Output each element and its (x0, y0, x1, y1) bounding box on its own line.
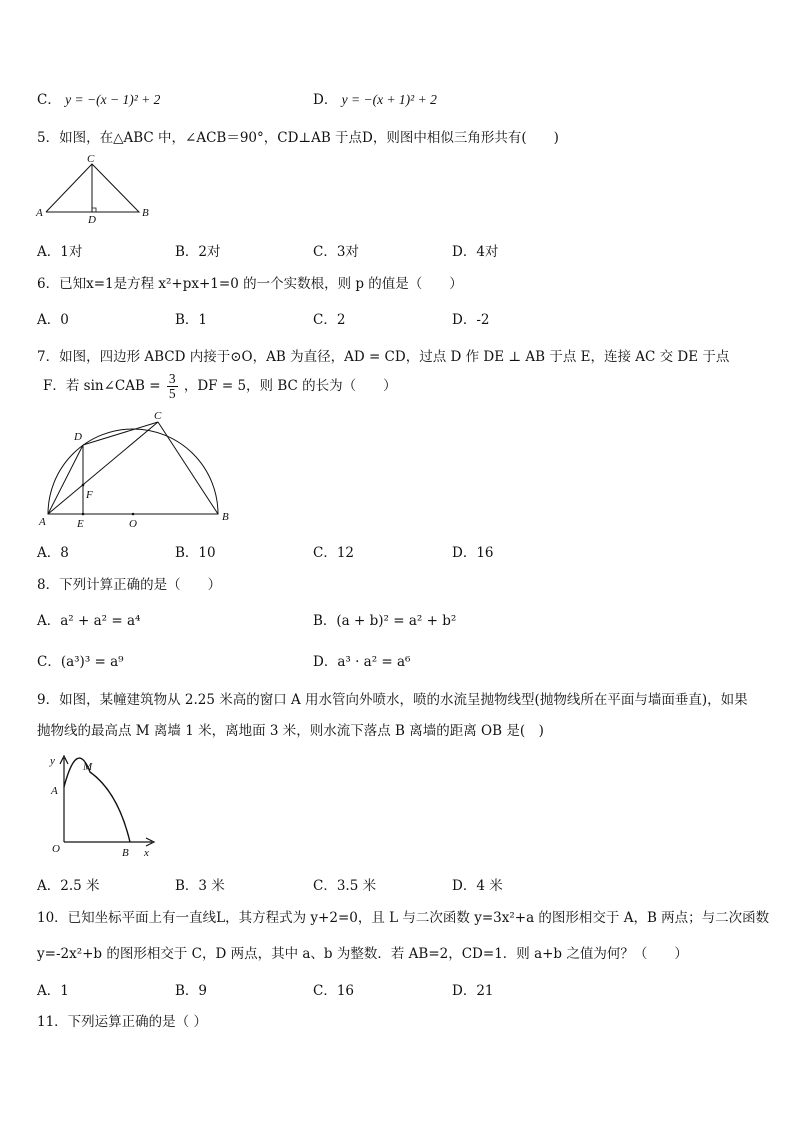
q5-option-d: D．4对 (452, 244, 499, 260)
q7-fraction-numerator: 3 (168, 371, 176, 386)
q7-option-c: C．12 (313, 545, 355, 561)
q8-stem: 8．下列计算正确的是（ ） (37, 577, 222, 593)
q7-stem-line2 (43, 372, 397, 401)
q4-option-c-math: y = −(x − 1)² + 2 (65, 92, 161, 107)
q7-semicircle-figure (36, 410, 236, 530)
q5-stem: 5．如图，在△ABC 中，∠ACB＝90°，CD⊥AB 于点D，则图中相似三角形共有( ) (37, 130, 559, 146)
q7-stem-line2-b: ，DF = 5，则 BC 的长为（ ） (183, 378, 397, 394)
q8-option-b: B．(a + b)² = a² + b² (313, 613, 457, 629)
q6-option-d: D．-2 (452, 312, 490, 328)
q9-label-o: O (52, 843, 60, 855)
q7-label-c: C (154, 410, 162, 422)
q10-option-d: D．21 (452, 983, 494, 999)
q4-option-d-math: y = −(x + 1)² + 2 (341, 92, 437, 107)
q7-option-d: D．16 (452, 545, 494, 561)
q5-option-a: A．1对 (37, 244, 83, 260)
q8-option-a: A．a² + a² = a⁴ (37, 613, 141, 629)
q5-triangle-figure (36, 150, 156, 225)
q7-label-e: E (77, 518, 84, 530)
q4-option-d-label: D． (313, 92, 338, 108)
q11-stem: 11．下列运算正确的是（ ） (37, 1014, 207, 1030)
q7-label-o: O (129, 518, 137, 530)
q10-option-b: B．9 (175, 983, 208, 999)
q10-option-a: A．1 (37, 983, 69, 999)
q9-label-x: x (144, 847, 149, 859)
q5-option-b: B．2对 (175, 244, 221, 260)
q9-label-m: M (83, 761, 93, 773)
q5-label-a: A (36, 207, 43, 219)
q7-fraction (167, 372, 178, 401)
q4-option-c (37, 88, 160, 108)
q7-label-f: F (86, 489, 93, 501)
q4-option-c-label: C． (37, 92, 61, 108)
q9-label-y: y (50, 755, 55, 767)
q7-label-a: A (39, 516, 46, 528)
q6-option-c: C．2 (313, 312, 346, 328)
q9-parabola-figure (42, 752, 172, 862)
q7-option-a: A．8 (37, 545, 69, 561)
q7-stem-line2-a: F．若 sin∠CAB = (43, 378, 161, 394)
q8-option-c: C．(a³)³ = a⁹ (37, 654, 124, 670)
q5-option-c: C．3对 (313, 244, 359, 260)
q5-label-c: C (87, 153, 95, 165)
q6-option-b: B．1 (175, 312, 208, 328)
q8-option-d: D．a³ · a² = a⁶ (313, 654, 411, 670)
q5-label-d: D (88, 214, 96, 226)
q7-option-b: B．10 (175, 545, 216, 561)
q10-option-c: C．16 (313, 983, 355, 999)
q9-stem-line1: 9．如图，某幢建筑物从 2.25 米高的窗口 A 用水管向外喷水，喷的水流呈抛物线型(抛物线所在平面与墙面垂直)，如果 (37, 692, 748, 708)
q7-label-d: D (74, 431, 82, 443)
q6-option-a: A．0 (37, 312, 69, 328)
q10-stem-line1: 10．已知坐标平面上有一直线L，其方程式为 y+2=0，且 L 与二次函数 y=3x²+a 的图形相交于 A，B 两点；与二次函数 (37, 910, 770, 926)
q7-label-b: B (222, 511, 229, 523)
q4-option-d (313, 88, 437, 108)
q9-option-c: C．3.5 米 (313, 878, 377, 894)
q5-label-b: B (142, 207, 149, 219)
q9-label-b: B (122, 847, 129, 859)
q9-stem-line2: 抛物线的最高点 M 离墙 1 米，离地面 3 米，则水流下落点 B 离墙的距离 OB 是( ) (37, 723, 544, 739)
q9-option-a: A．2.5 米 (37, 878, 100, 894)
q7-fraction-denominator: 5 (168, 386, 176, 401)
q9-option-b: B．3 米 (175, 878, 225, 894)
q9-label-a: A (51, 785, 58, 797)
q9-option-d: D．4 米 (452, 878, 503, 894)
q10-stem-line2: y=-2x²+b 的图形相交于 C，D 两点，其中 a、b 为整数．若 AB=2，CD=1．则 a+b 之值为何？（ ） (37, 946, 688, 962)
q7-stem-line1: 7．如图，四边形 ABCD 内接于⊙O，AB 为直径，AD = CD，过点 D 作 DE ⊥ AB 于点 E，连接 AC 交 DE 于点 (37, 349, 730, 365)
q6-stem: 6．已知x=1是方程 x²+px+1=0 的一个实数根，则 p 的值是（ ） (37, 276, 463, 292)
